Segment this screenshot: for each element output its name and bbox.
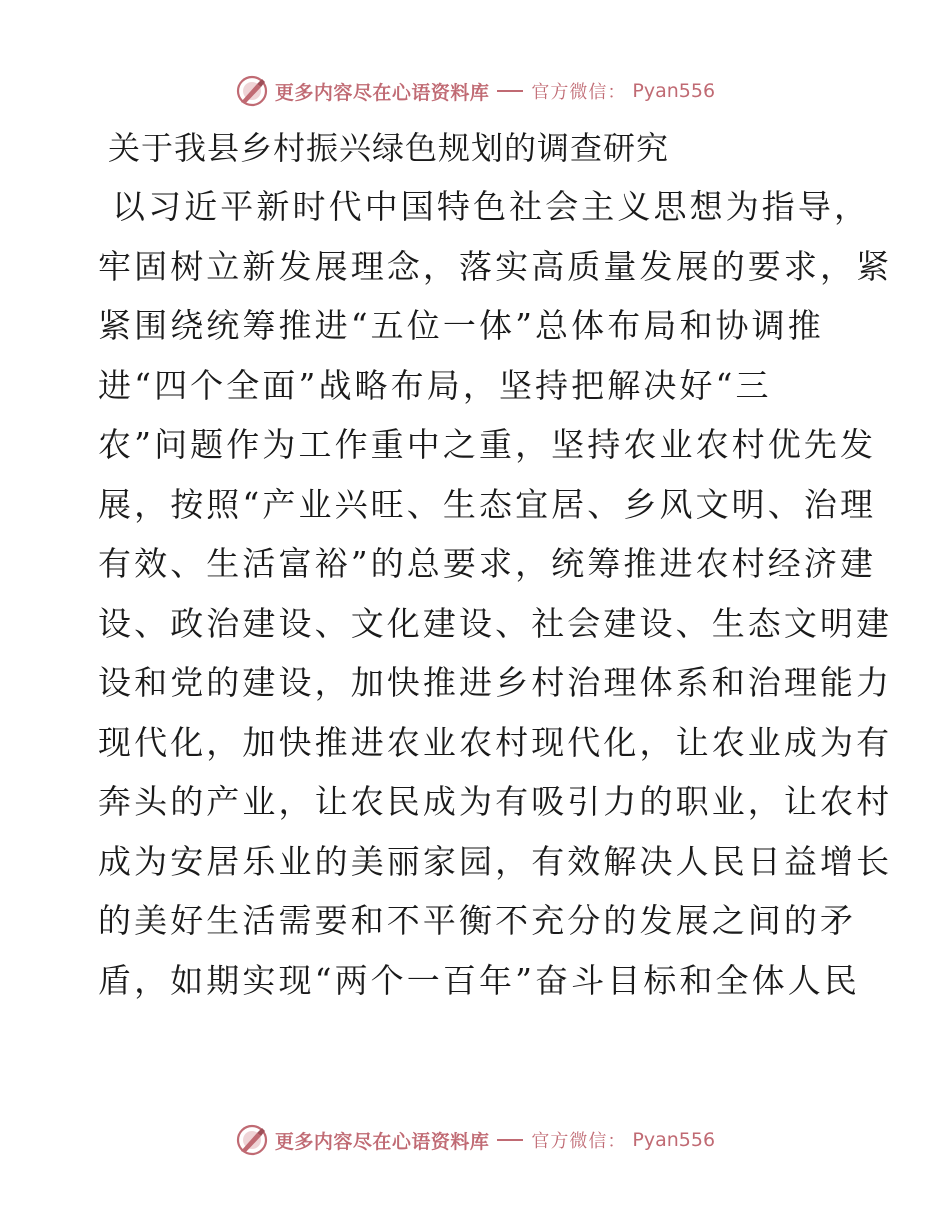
watermark-wechat-id: Pyan556 — [632, 80, 716, 102]
body-line: 现代化，加快推进农业农村现代化，让农业成为有 — [98, 722, 893, 762]
body-line: 展，按照“产业兴旺、生态宜居、乡风文明、治理 — [98, 484, 877, 524]
document-title: 关于我县乡村振兴绿色规划的调查研究 — [108, 129, 670, 167]
body-line: 有效、生活富裕”的总要求，统筹推进农村经济建 — [98, 544, 877, 583]
body-line: 盾，如期实现“两个一百年”奋斗目标和全体人民 — [98, 960, 860, 1000]
body-line: 农”问题作为工作重中之重，坚持农业农村优先发 — [98, 425, 877, 464]
watermark-banner-bottom — [0, 1118, 950, 1162]
document-body — [98, 177, 893, 1010]
body-line: 成为安居乐业的美丽家园，有效解决人民日益增长 — [98, 841, 893, 881]
body-line: 设、政治建设、文化建设、社会建设、生态文明建 — [98, 603, 893, 643]
watermark-banner-content — [235, 74, 715, 108]
watermark-dash — [497, 1139, 523, 1141]
body-line: 进“四个全面”战略布局，坚持把解决好“三 — [98, 365, 772, 405]
watermark-main-text: 更多内容尽在心语资料库 — [274, 81, 490, 104]
watermark-wechat-id: Pyan556 — [632, 1129, 716, 1151]
watermark-dash — [497, 90, 523, 92]
body-line: 的美好生活需要和不平衡不充分的发展之间的矛 — [98, 901, 857, 940]
body-line: 紧围绕统筹推进“五位一体”总体布局和协调推 — [98, 306, 824, 345]
pen-logo-icon — [235, 74, 269, 108]
watermark-wechat-label: 官方微信： — [531, 82, 627, 103]
pen-logo-icon — [235, 1123, 269, 1157]
body-line: 设和党的建设，加快推进乡村治理体系和治理能力 — [98, 663, 893, 702]
watermark-banner-content — [235, 1123, 715, 1157]
watermark-main-text: 更多内容尽在心语资料库 — [274, 1130, 490, 1153]
body-line: 奔头的产业，让农民成为有吸引力的职业，让农村 — [98, 782, 893, 821]
body-line: 牢固树立新发展理念，落实高质量发展的要求，紧 — [98, 246, 893, 286]
watermark-wechat-label: 官方微信： — [531, 1131, 627, 1152]
watermark-banner-top — [0, 69, 950, 113]
body-line: 以习近平新时代中国特色社会主义思想为指导， — [112, 187, 871, 226]
